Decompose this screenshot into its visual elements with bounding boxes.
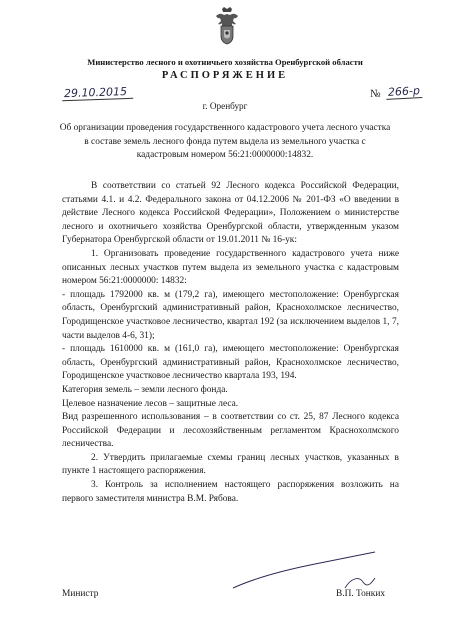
document-type: РАСПОРЯЖЕНИЕ — [161, 70, 289, 81]
item-3: 3. Контроль за исполнением настоящего распоряжения возложить на первого заместителя министра В.М. Рябова. — [62, 480, 399, 504]
document-number: 266-р — [386, 84, 423, 100]
document-body — [62, 180, 399, 506]
ministry-name: Министерство лесного и охотничьего хозяйства Оренбургской области — [87, 57, 363, 67]
number-label: № — [370, 88, 381, 100]
forest-purpose: Целевое назначение лесов – защитные леса. — [62, 398, 239, 409]
signer-position: Министр — [62, 589, 99, 599]
coat-of-arms-icon — [212, 6, 242, 46]
preamble: В соответствии со статьей 92 Лесного кодекса Российской Федерации, статьями 4.1. и 4.2. Федерального закона от 04.12.2006 № 201-ФЗ «О введении в действие Лесного кодекса Российской Федерации», Положением о министерстве лесного и охотничьего хозяйства Оренбургской области, утвержденным указом Губернатора Оренбургской области от 19.01.2011 № 16-ук: — [62, 181, 399, 246]
signature — [225, 548, 395, 594]
permitted-use: Вид разрешенного использования – в соответствии со ст. 25, 87 Лесного кодекса Российской Федерации и лесохозяйственным регламентом Краснохолмского лесничества. — [62, 412, 399, 450]
city: г. Оренбург — [202, 101, 248, 111]
document-date: 29.10.2015 — [62, 85, 133, 101]
item-2: 2. Утвердить прилагаемые схемы границ лесных участков, указанных в пункте 1 настоящего распоряжения. — [62, 452, 399, 477]
plot-1: - площадь 1792000 кв. м (179,2 га), имеющего местоположение: Оренбургская область, Оренбургский административный район, Краснохолмское лесничество, Городищенское участковое лесничество, квартал 192 (за исключением выделов 1, 7, части выделов 4-6, 31); — [62, 289, 399, 341]
document-title: Об организации проведения государственного кадастрового учета лесного участка в составе земель лесного фонда путем выдела из земельного участка с кадастровым номером 56:21:0000000:14832. — [59, 123, 391, 161]
signer-name: В.П. Тонких — [336, 589, 386, 599]
land-category: Категория земель – земли лесного фонда. — [62, 384, 228, 395]
plot-2: - площадь 1610000 кв. м (161,0 га), имеющего местоположение: Оренбургская область, Оренбургский административный район, Краснохолмское лесничество, Городищенское участковое лесничество квартала 193, 194. — [62, 344, 399, 382]
item-1: 1. Организовать проведение государственного кадастрового учета ниже описанных лесных участков путем выдела из земельного участка с кадастровым номером 56:21:0000000: 14832: — [62, 248, 399, 287]
